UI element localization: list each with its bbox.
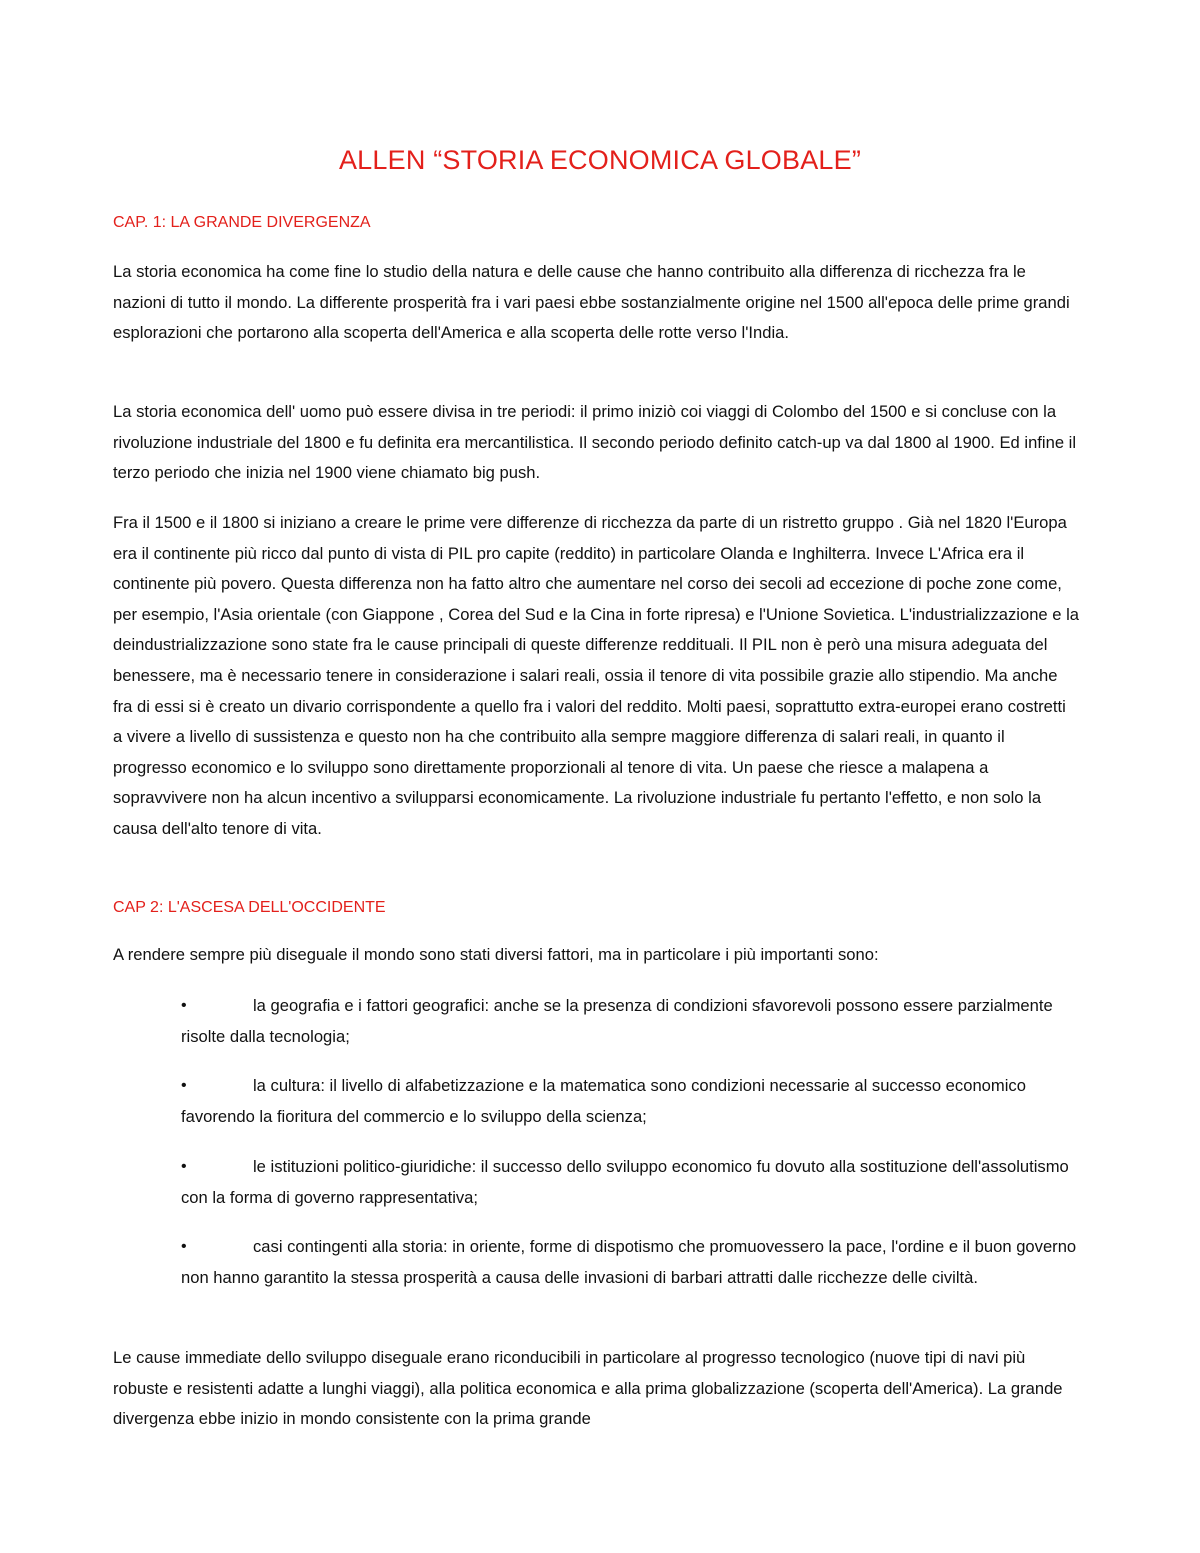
chapter-2-heading: CAP 2: L'ASCESA DELL'OCCIDENTE: [113, 899, 386, 916]
bullet-icon: •: [181, 997, 187, 1014]
bullet-text: casi contingenti alla storia: in oriente, forme di dispotismo che promuovessero la pace, l'ordine e il buon governo non hanno garantito la stessa prosperità a causa delle invasioni di barbari attratti dalle ricchezze delle civiltà.: [181, 1237, 1077, 1287]
bullet-item-culture: [181, 1071, 1081, 1132]
bullet-item-institutions: [181, 1152, 1081, 1213]
chapter-1-paragraph-2: La storia economica dell' uomo può essere divisa in tre periodi: il primo iniziò coi viaggi di Colombo del 1500 e si concluse con la rivoluzione industriale del 1800 e fu definita era mercantilistica. Il secondo periodo definito catch-up va dal 1800 al 1900. Ed infine il terzo periodo che inizia nel 1900 viene chiamato big push.: [113, 402, 1077, 483]
bullet-text: la geografia e i fattori geografici: anche se la presenza di condizioni sfavorevoli possono essere parzialmente risolte dalla tecnologia;: [181, 996, 1053, 1046]
bullet-item-geography: [181, 991, 1081, 1052]
chapter-2-intro: A rendere sempre più diseguale il mondo sono stati diversi fattori, ma in particolare i più importanti sono:: [113, 945, 879, 964]
bullet-icon: •: [181, 1158, 187, 1175]
chapter-1-paragraph-3: Fra il 1500 e il 1800 si iniziano a creare le prime vere differenze di ricchezza da parte di un ristretto gruppo . Già nel 1820 l'Europa era il continente più ricco dal punto di vista di PIL pro capite (reddito) in particolare Olanda e Inghilterra. Invece L'Africa era il continente più povero. Questa differenza non ha fatto altro che aumentare nel corso dei secoli ad eccezione di poche zone come, per esempio, l'Asia orientale (con Giappone , Corea del Sud e la Cina in forte ripresa) e l'Unione Sovietica. L'industrializzazione e la deindustrializzazione sono state fra le cause principali di queste differenze reddituali. Il PIL non è però una misura adeguata del benessere, ma è necessario tenere in considerazione i salari reali, ossia il tenore di vita possibile grazie allo stipendio. Ma anche fra di essi si è creato un divario corrispondente a quello fra i valori del reddito. Molti paesi, soprattutto extra-europei erano costretti a vivere a livello di sussistenza e questo non ha che contribuito alla sempre maggiore differenza di salari reali, in quanto il progresso economico e lo sviluppo sono direttamente proporzionali al tenore di vita. Un paese che riesce a malapena a sopravvivere non ha alcun incentivo a svilupparsi economicamente. La rivoluzione industriale fu pertanto l'effetto, e non solo la causa dell'alto tenore di vita.: [113, 513, 1080, 838]
bullet-text: le istituzioni politico-giuridiche: il successo dello sviluppo economico fu dovuto alla sostituzione dell'assolutismo con la forma di governo rappresentativa;: [181, 1157, 1069, 1207]
bullet-item-historical-cases: [181, 1232, 1081, 1293]
bullet-text: la cultura: il livello di alfabetizzazione e la matematica sono condizioni necessarie al successo economico favorendo la fioritura del commercio e lo sviluppo della scienza;: [181, 1076, 1026, 1126]
chapter-1-paragraph-1: La storia economica ha come fine lo studio della natura e delle cause che hanno contribuito alla differenza di ricchezza fra le nazioni di tutto il mondo. La differente prosperità fra i vari paesi ebbe sostanzialmente origine nel 1500 all'epoca delle prime grandi esplorazioni che portarono alla scoperta dell'America e alla scoperta delle rotte verso l'India.: [113, 262, 1070, 343]
document-title: ALLEN “STORIA ECONOMICA GLOBALE”: [338, 145, 862, 175]
chapter-1-heading: CAP. 1: LA GRANDE DIVERGENZA: [113, 214, 371, 231]
chapter-2-closing-paragraph: Le cause immediate dello sviluppo diseguale erano riconducibili in particolare al progresso tecnologico (nuove tipi di navi più robuste e resistenti adatte a lunghi viaggi), alla politica economica e alla prima globalizzazione (scoperta dell'America). La grande divergenza ebbe inizio in mondo consistente con la prima grande: [113, 1348, 1063, 1429]
bullet-icon: •: [181, 1238, 187, 1255]
bullet-icon: •: [181, 1077, 187, 1094]
